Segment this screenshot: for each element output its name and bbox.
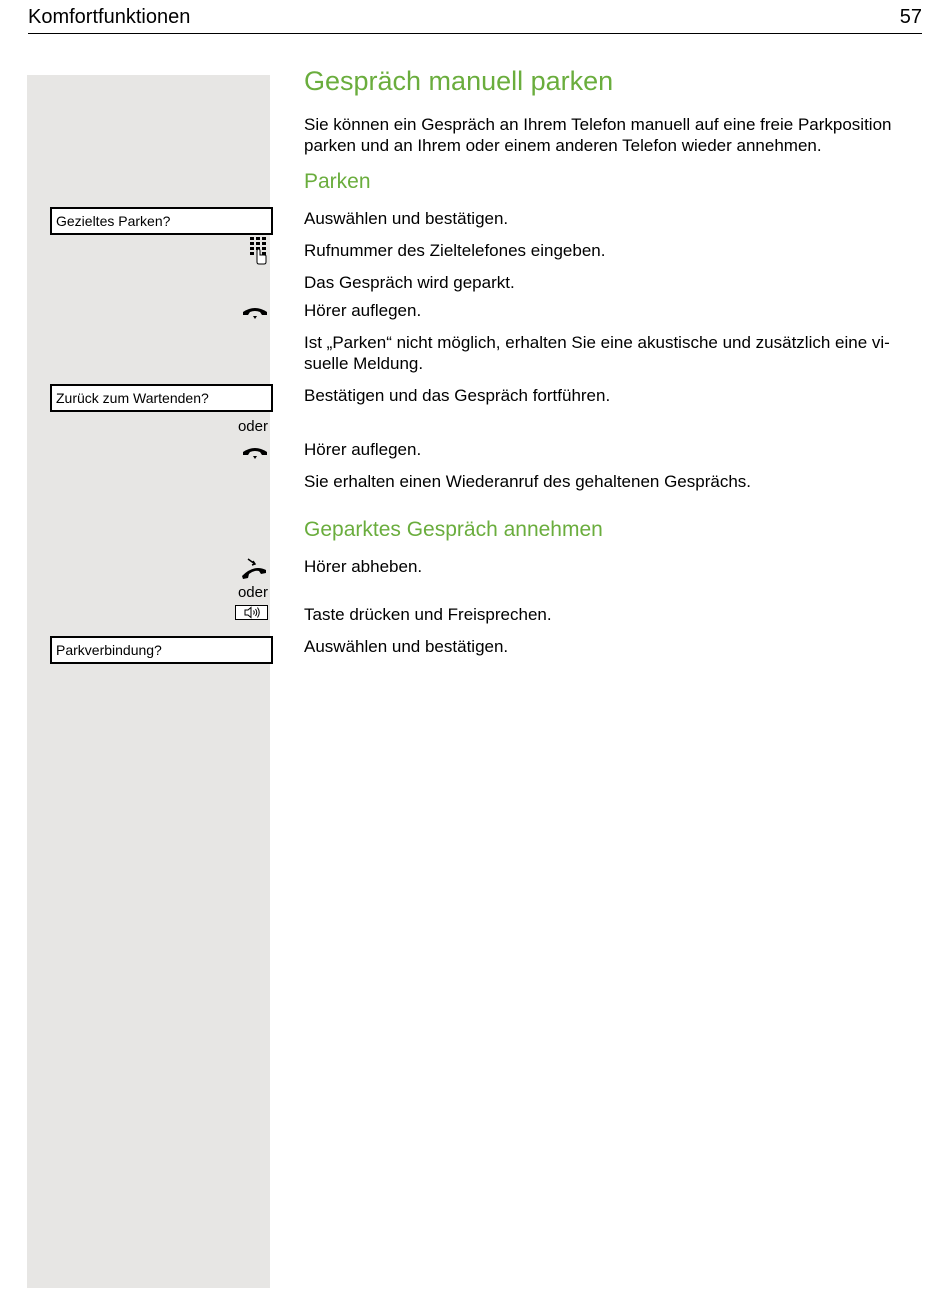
hang-up-icon [242,446,268,465]
step-text: Hörer auflegen. [304,440,422,459]
section-title-annehmen: Geparktes Gespräch annehmen [304,518,603,541]
step-text: Hörer auflegen. [304,301,422,320]
step-text: Taste drücken und Freisprechen. [304,605,552,624]
lift-handset-icon [240,556,268,585]
intro-text: Sie können ein Gespräch an Ihrem Telefon manuell auf eine freie Parkposition parken und an Ihrem oder einem anderen Telefon wieder annehmen. [304,115,892,155]
speaker-key-icon[interactable] [235,605,268,625]
header-title: Komfortfunktionen [28,6,191,28]
menu-zurueck-zum-wartenden[interactable]: Zurück zum Wartenden? [50,384,273,412]
oder-label: oder [237,584,268,601]
menu-gezieltes-parken[interactable]: Gezieltes Parken? [50,207,273,235]
oder-label: oder [237,418,268,435]
hang-up-icon [242,306,268,325]
step-text: Rufnummer des Zieltelefones eingeben. [304,241,606,260]
menu-parkverbindung[interactable]: Parkverbindung? [50,636,273,664]
step-text: Bestätigen und das Gespräch fortführen. [304,386,611,405]
step-text: Hörer abheben. [304,557,423,576]
header-rule [28,33,922,34]
step-text: Das Gespräch wird geparkt. [304,273,515,292]
page-title: Gespräch manuell parken [304,66,614,96]
step-text: Auswählen und bestätigen. [304,209,509,228]
step-text: Auswählen und bestätigen. [304,637,509,656]
step-text: Sie erhalten einen Wiederanruf des gehaltenen Gesprächs. [304,472,752,491]
note-text: Ist „Parken“ nicht möglich, erhalten Sie eine akustische und zusätzlich eine vi- suelle Meldung. [304,333,890,373]
section-title-parken: Parken [304,170,371,193]
sidebar-column [27,75,270,1288]
keypad-icon [248,237,268,270]
page-number: 57 [899,6,922,28]
